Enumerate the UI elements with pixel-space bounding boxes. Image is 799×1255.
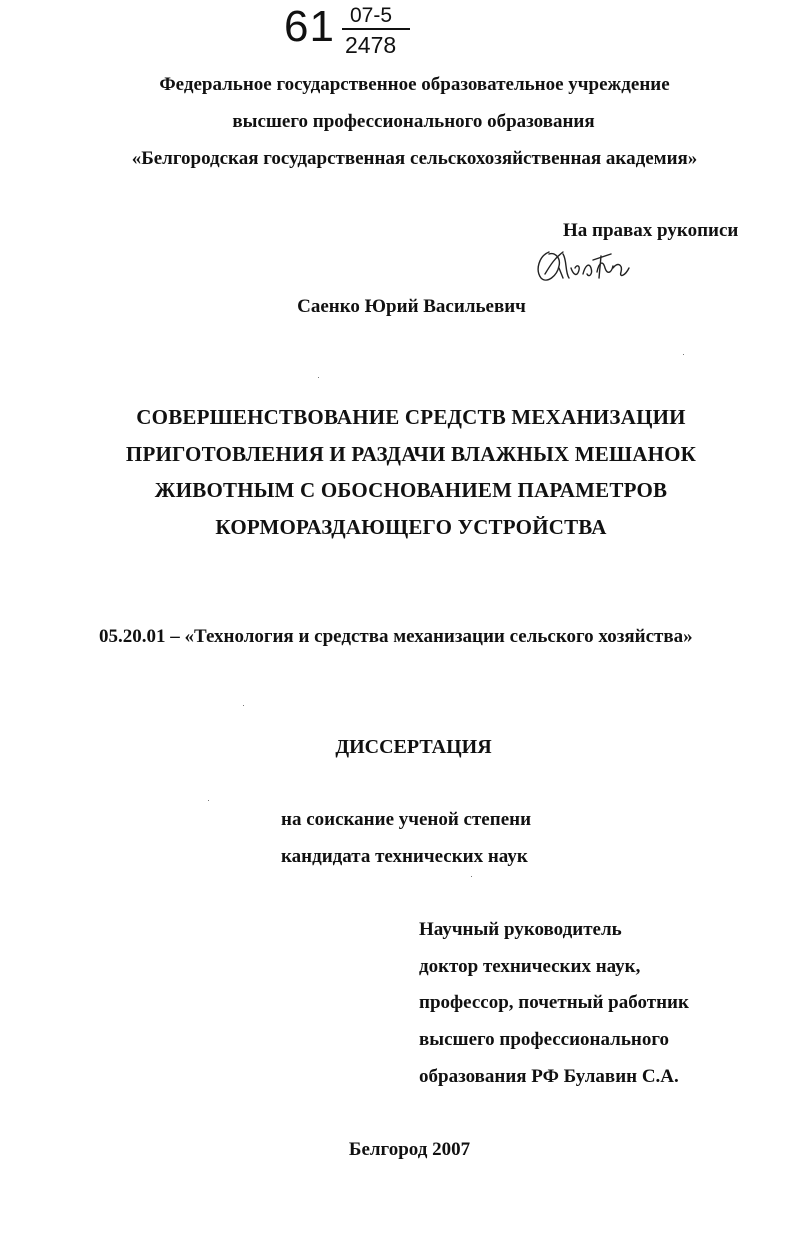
catalog-fraction-bar (342, 28, 410, 30)
specialty: 05.20.01 – «Технология и средства механизации сельского хозяйства» (99, 626, 693, 647)
scan-speck (683, 354, 684, 355)
document-type: ДИССЕРТАЦИЯ (335, 736, 492, 758)
scan-speck (318, 377, 319, 378)
scan-speck (471, 876, 472, 877)
title-line-2: ПРИГОТОВЛЕНИЯ И РАЗДАЧИ ВЛАЖНЫХ МЕШАНОК (125, 442, 697, 466)
title-line-4: КОРМОРАЗДАЮЩЕГО УСТРОЙСТВА (215, 515, 607, 539)
signature-image (533, 244, 637, 286)
scan-speck (208, 800, 209, 801)
catalog-number: 61 (284, 2, 335, 51)
supervisor-line-5: образования РФ Булавин С.А. (419, 1066, 679, 1087)
rights-notice: На правах рукописи (563, 220, 739, 241)
catalog-fraction-top: 07-5 (350, 4, 393, 27)
city-year: Белгород 2007 (348, 1139, 471, 1160)
supervisor-line-1: Научный руководитель (419, 919, 622, 940)
degree-line-2: кандидата технических наук (281, 846, 528, 867)
supervisor-line-4: высшего профессионального (419, 1029, 669, 1050)
catalog-fraction-bottom: 2478 (345, 32, 397, 58)
institution-line-3: «Белгородская государственная сельскохозяйственная академия» (131, 148, 698, 169)
author-name: Саенко Юрий Васильевич (297, 296, 526, 317)
institution-line-2: высшего профессионального образования (232, 111, 595, 132)
supervisor-line-3: профессор, почетный работник (419, 992, 689, 1013)
degree-line-1: на соискание ученой степени (281, 809, 532, 830)
title-line-1: СОВЕРШЕНСТВОВАНИЕ СРЕДСТВ МЕХАНИЗАЦИИ (136, 405, 686, 429)
title-line-3: ЖИВОТНЫМ С ОБОСНОВАНИЕМ ПАРАМЕТРОВ (154, 478, 668, 502)
institution-line-1: Федеральное государственное образовательное учреждение (159, 74, 670, 95)
scan-speck (243, 705, 244, 706)
supervisor-line-2: доктор технических наук, (419, 956, 641, 977)
